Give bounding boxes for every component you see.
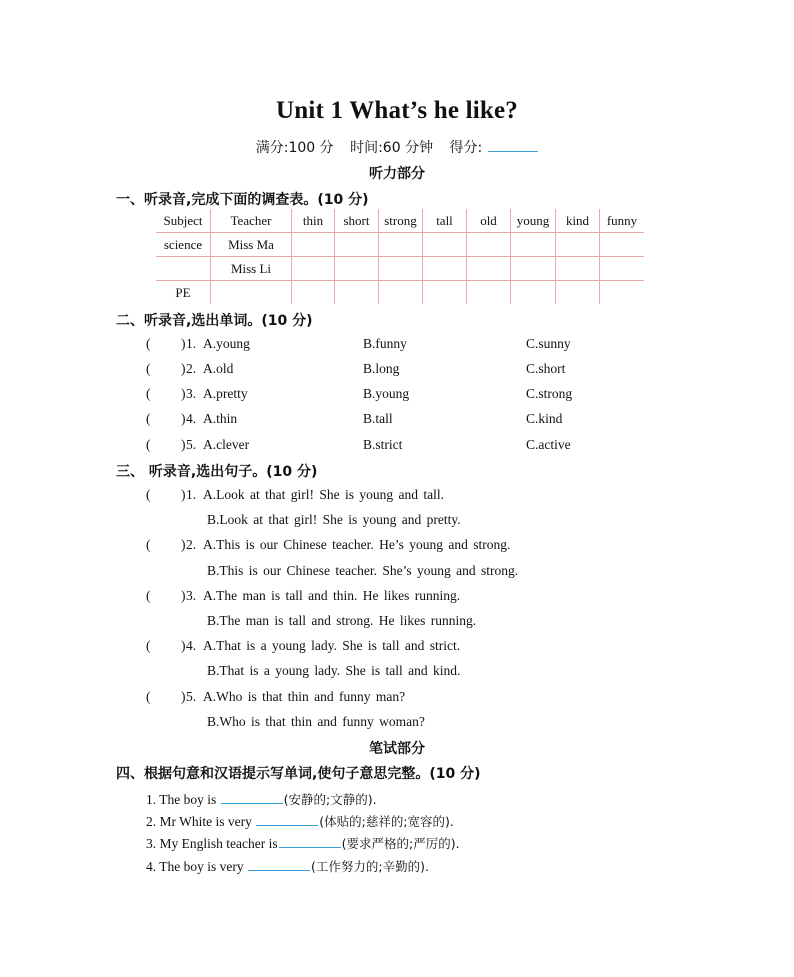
answer-paren[interactable]: (	[146, 487, 151, 502]
check-cell[interactable]	[556, 281, 600, 305]
option-b: B.That is a young lady. She is tall and kind.	[207, 663, 461, 678]
option-b: B.funny	[363, 336, 407, 351]
writing-part-heading: 笔试部分	[369, 741, 425, 757]
option-c: C.short	[526, 361, 566, 376]
subject-cell: science	[156, 233, 211, 257]
option-a: A.The man is tall and thin. He likes running.	[203, 588, 461, 603]
answer-paren[interactable]: (	[146, 386, 151, 401]
teacher-cell: Miss Ma	[211, 233, 292, 257]
option-c: C.sunny	[526, 336, 571, 351]
score-blank[interactable]	[488, 137, 538, 152]
fill-question	[146, 790, 377, 808]
check-cell[interactable]	[292, 281, 335, 305]
answer-blank[interactable]	[248, 857, 310, 871]
score-info	[0, 137, 794, 157]
option-b: B.This is our Chinese teacher. She’s young and strong.	[207, 563, 519, 578]
page-title: Unit 1 What’s he like?	[276, 97, 518, 124]
check-cell[interactable]	[467, 257, 511, 281]
question-number: 5.	[186, 689, 197, 704]
question-number: 3.	[186, 386, 197, 401]
question-number: 1.	[186, 487, 197, 502]
survey-row	[156, 233, 644, 257]
fill-question	[146, 857, 429, 875]
header-cell: young	[511, 209, 556, 233]
check-cell[interactable]	[467, 233, 511, 257]
check-cell[interactable]	[379, 233, 423, 257]
option-b: B.long	[363, 361, 400, 376]
header-cell: funny	[600, 209, 645, 233]
header-cell: Teacher	[211, 209, 292, 233]
option-a: A.clever	[203, 437, 250, 452]
check-cell[interactable]	[600, 233, 645, 257]
header-cell: Subject	[156, 209, 211, 233]
option-c: C.active	[526, 437, 571, 452]
answer-paren-close: )	[181, 336, 186, 351]
check-cell[interactable]	[511, 281, 556, 305]
survey-row	[156, 281, 644, 305]
option-a: A.old	[203, 361, 234, 376]
full-score: 满分:100 分	[255, 140, 334, 156]
check-cell[interactable]	[600, 281, 645, 305]
answer-paren-close: )	[181, 411, 186, 426]
check-cell[interactable]	[511, 257, 556, 281]
header-cell: old	[467, 209, 511, 233]
teacher-cell	[211, 281, 292, 305]
answer-paren-close: )	[181, 386, 186, 401]
option-a: A.That is a young lady. She is tall and strict.	[203, 638, 461, 653]
check-cell[interactable]	[423, 257, 467, 281]
header-cell: kind	[556, 209, 600, 233]
fill-prompt: 3. My English teacher is	[146, 836, 278, 851]
question-number: 5.	[186, 437, 197, 452]
score-label: 得分:	[449, 140, 483, 156]
check-cell[interactable]	[556, 233, 600, 257]
check-cell[interactable]	[335, 281, 379, 305]
header-cell: tall	[423, 209, 467, 233]
check-cell[interactable]	[335, 233, 379, 257]
check-cell[interactable]	[600, 257, 645, 281]
answer-paren-close: )	[181, 487, 186, 502]
check-cell[interactable]	[423, 281, 467, 305]
answer-paren[interactable]: (	[146, 361, 151, 376]
check-cell[interactable]	[292, 233, 335, 257]
header-cell: short	[335, 209, 379, 233]
check-cell[interactable]	[292, 257, 335, 281]
question-number: 2.	[186, 361, 197, 376]
header-cell: strong	[379, 209, 423, 233]
header-cell: thin	[292, 209, 335, 233]
section-2-heading: 二、听录音,选出单词。(10 分)	[116, 313, 313, 329]
option-b: B.strict	[363, 437, 403, 452]
option-b: B.tall	[363, 411, 393, 426]
option-c: C.kind	[526, 411, 563, 426]
question-number: 3.	[186, 588, 197, 603]
check-cell[interactable]	[556, 257, 600, 281]
answer-paren-close: )	[181, 361, 186, 376]
option-a: A.Who is that thin and funny man?	[203, 689, 406, 704]
answer-blank[interactable]	[256, 812, 318, 826]
answer-paren[interactable]: (	[146, 437, 151, 452]
listening-part-heading: 听力部分	[369, 166, 425, 182]
option-a: A.thin	[203, 411, 238, 426]
option-a: A.Look at that girl! She is young and tall.	[203, 487, 444, 502]
answer-paren[interactable]: (	[146, 336, 151, 351]
answer-paren[interactable]: (	[146, 411, 151, 426]
subject-cell	[156, 257, 211, 281]
teacher-cell: Miss Li	[211, 257, 292, 281]
question-number: 2.	[186, 537, 197, 552]
check-cell[interactable]	[379, 281, 423, 305]
fill-hint: (安静的;文静的).	[283, 792, 377, 807]
check-cell[interactable]	[423, 233, 467, 257]
option-a: A.This is our Chinese teacher. He’s young and strong.	[203, 537, 511, 552]
option-b: B.young	[363, 386, 410, 401]
fill-prompt: 4. The boy is very	[146, 859, 247, 874]
survey-table	[156, 209, 644, 304]
fill-prompt: 1. The boy is	[146, 792, 220, 807]
fill-hint: (体贴的;慈祥的;宽容的).	[319, 814, 454, 829]
check-cell[interactable]	[467, 281, 511, 305]
answer-paren-close: )	[181, 638, 186, 653]
option-a: A.young	[203, 336, 250, 351]
subject-cell: PE	[156, 281, 211, 305]
answer-blank[interactable]	[221, 790, 283, 804]
survey-row	[156, 257, 644, 281]
option-c: C.strong	[526, 386, 573, 401]
section-3-heading: 三、 听录音,选出句子。(10 分)	[116, 464, 318, 480]
answer-paren-close: )	[181, 537, 186, 552]
fill-hint: (工作努力的;辛勤的).	[311, 859, 429, 874]
answer-paren[interactable]: (	[146, 537, 151, 552]
answer-paren[interactable]: (	[146, 588, 151, 603]
answer-paren[interactable]: (	[146, 638, 151, 653]
question-number: 4.	[186, 411, 197, 426]
answer-blank[interactable]	[279, 834, 341, 848]
question-number: 1.	[186, 336, 197, 351]
answer-paren-close: )	[181, 689, 186, 704]
option-a: A.pretty	[203, 386, 248, 401]
question-number: 4.	[186, 638, 197, 653]
time-limit: 时间:60 分钟	[350, 140, 434, 156]
check-cell[interactable]	[511, 233, 556, 257]
option-b: B.The man is tall and strong. He likes running.	[207, 613, 477, 628]
option-b: B.Look at that girl! She is young and pretty.	[207, 512, 461, 527]
check-cell[interactable]	[379, 257, 423, 281]
section-4-heading: 四、根据句意和汉语提示写单词,使句子意思完整。(10 分)	[116, 766, 481, 782]
check-cell[interactable]	[335, 257, 379, 281]
answer-paren[interactable]: (	[146, 689, 151, 704]
option-b: B.Who is that thin and funny woman?	[207, 714, 425, 729]
survey-header-row	[156, 209, 644, 233]
answer-paren-close: )	[181, 437, 186, 452]
fill-question	[146, 812, 454, 830]
fill-hint: (要求严格的;严厉的).	[341, 836, 460, 851]
fill-prompt: 2. Mr White is very	[146, 814, 256, 829]
answer-paren-close: )	[181, 588, 186, 603]
fill-question	[146, 834, 460, 852]
section-1-heading: 一、听录音,完成下面的调查表。(10 分)	[116, 192, 369, 208]
